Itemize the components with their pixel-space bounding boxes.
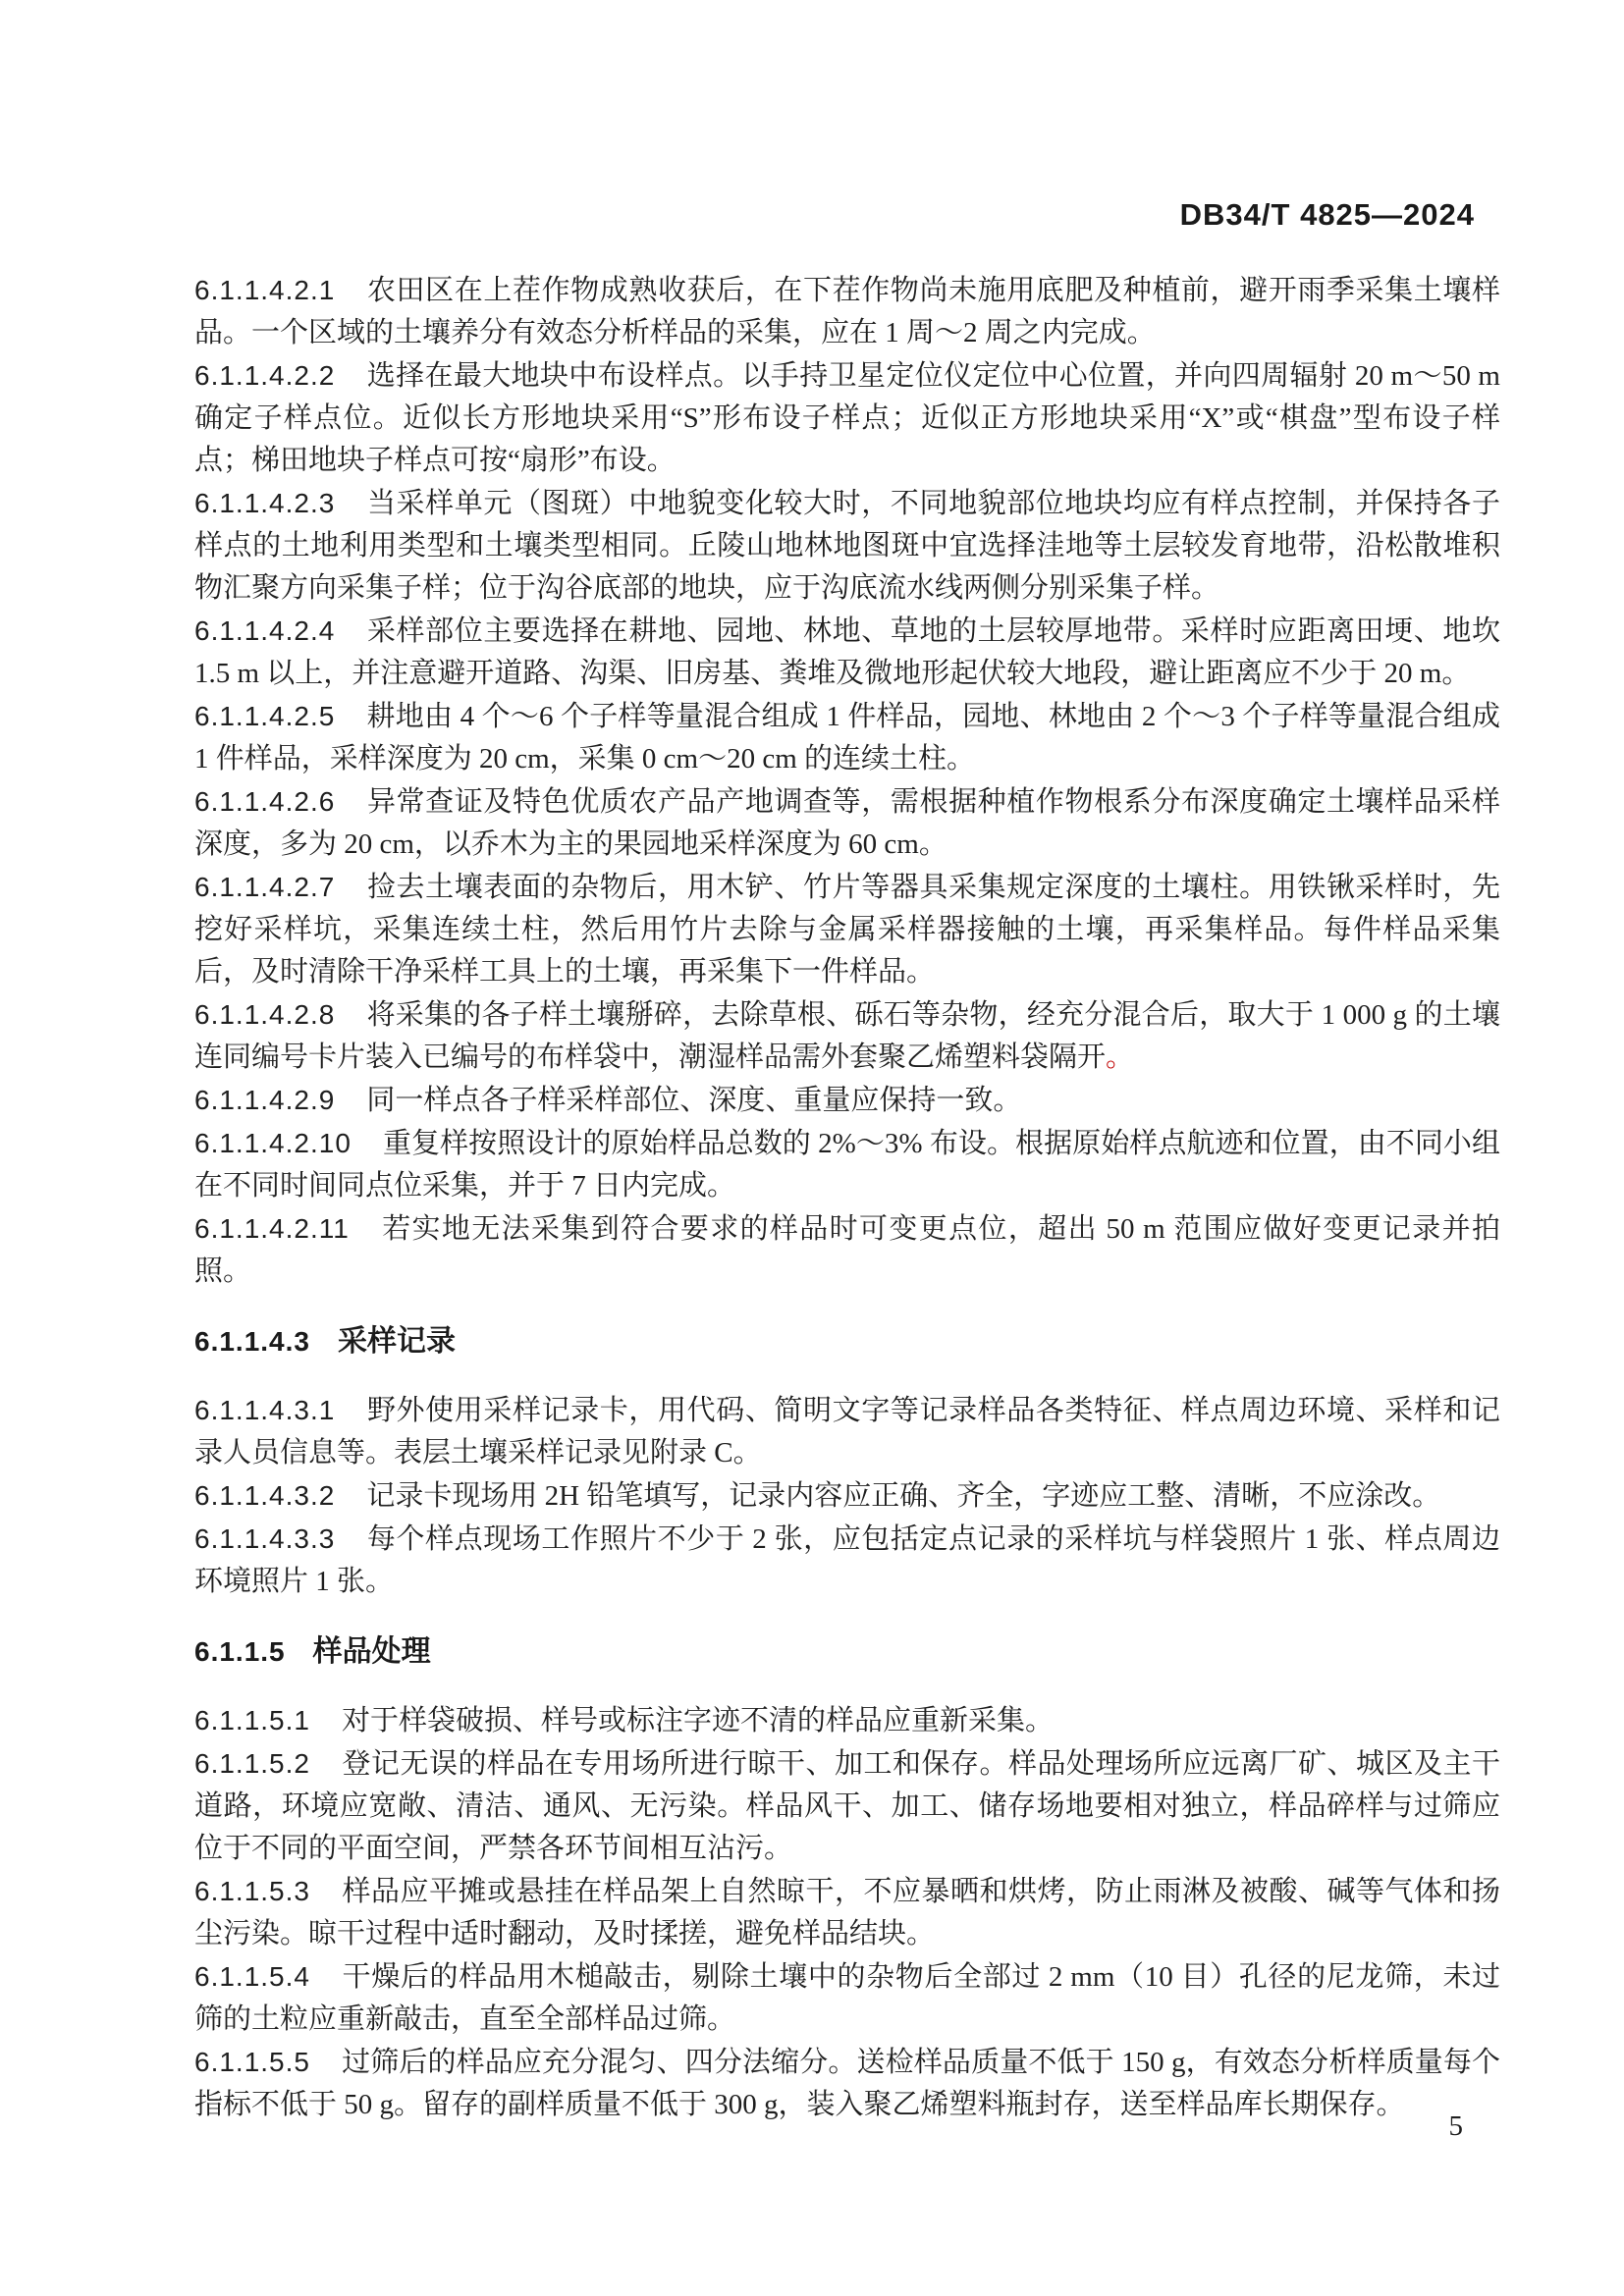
clause-number: 6.1.1.4.2.11: [194, 1213, 350, 1244]
clause-paragraph: [194, 269, 1500, 354]
clause-number: 6.1.1.4.2.5: [194, 701, 336, 731]
clause-text: 若实地无法采集到符合要求的样品时可变更点位，超出 50 m 范围应做好变更记录并拍照。: [194, 1213, 1500, 1287]
clause-number: 6.1.1.4.3.3: [194, 1523, 336, 1554]
clause-paragraph: [194, 1699, 1500, 1742]
clause-text: 将采集的各子样土壤掰碎，去除草根、砾石等杂物，经充分混合后，取大于 1 000 g 的土壤连同编号卡片装入已编号的布样袋中，潮湿样品需外套聚乙烯塑料袋隔开: [194, 999, 1500, 1073]
clause-text: 每个样点现场工作照片不少于 2 张，应包括定点记录的采样坑与样袋照片 1 张、样点周边环境照片 1 张。: [194, 1523, 1500, 1597]
clause-paragraph: [194, 1207, 1500, 1293]
page-number: 5: [1448, 2110, 1463, 2142]
clause-number: 6.1.1.4.2.10: [194, 1128, 352, 1158]
clause-paragraph: [194, 1955, 1500, 2041]
clause-text: 异常查证及特色优质农产品产地调查等，需根据种植作物根系分布深度确定土壤样品采样深度，多为 20 cm，以乔木为主的果园地采样深度为 60 cm。: [194, 786, 1500, 860]
clause-number: 6.1.1.4.3.1: [194, 1395, 336, 1425]
clause-text: 捡去土壤表面的杂物后，用木铲、竹片等器具采集规定深度的土壤柱。用铁锹采样时，先挖好采样坑，采集连续土柱，然后用竹片去除与金属采样器接触的土壤，再采集样品。每件样品采集后，及时清除干净采样工具上的土壤，再采集下一件样品。: [194, 872, 1500, 988]
clause-number: 6.1.1.5.5: [194, 2047, 310, 2077]
section-heading: [194, 1630, 1500, 1673]
clause-number: 6.1.1.5.2: [194, 1748, 310, 1779]
clause-text: 耕地由 4 个～6 个子样等量混合组成 1 件样品，园地、林地由 2 个～3 个子样等量混合组成 1 件样品，采样深度为 20 cm，采集 0 cm～20 cm 的连续土柱。: [194, 701, 1500, 774]
clause-paragraph: [194, 1474, 1500, 1518]
clause-paragraph: [194, 2041, 1500, 2126]
clause-number: 6.1.1.5.1: [194, 1705, 310, 1735]
clause-number: 6.1.1.4.2.2: [194, 360, 336, 391]
heading-number: 6.1.1.5: [194, 1636, 286, 1667]
clause-text: 野外使用采样记录卡，用代码、简明文字等记录样品各类特征、样点周边环境、采样和记录人员信息等。表层土壤采样记录见附录 C。: [194, 1395, 1500, 1468]
clause-text: 同一样点各子样采样部位、深度、重量应保持一致。: [366, 1085, 1022, 1116]
clause-number: 6.1.1.4.2.8: [194, 999, 336, 1030]
clause-number: 6.1.1.4.2.3: [194, 488, 336, 518]
clause-paragraph: [194, 1122, 1500, 1207]
clause-paragraph: [194, 695, 1500, 780]
clause-number: 6.1.1.4.2.9: [194, 1085, 336, 1115]
heading-number: 6.1.1.4.3: [194, 1326, 310, 1357]
clause-number: 6.1.1.4.2.1: [194, 275, 336, 305]
clause-text: 农田区在上茬作物成熟收获后，在下茬作物尚未施用底肥及种植前，避开雨季采集土壤样品。一个区域的土壤养分有效态分析样品的采集，应在 1 周～2 周之内完成。: [194, 275, 1500, 348]
clause-text: 当采样单元（图斑）中地貌变化较大时，不同地貌部位地块均应有样点控制，并保持各子样点的土地利用类型和土壤类型相同。丘陵山地林地图斑中宜选择洼地等土层较发育地带，沿松散堆积物汇聚方向采集子样；位于沟谷底部的地块，应于沟底流水线两侧分别采集子样。: [194, 488, 1500, 604]
clause-number: 6.1.1.5.3: [194, 1876, 310, 1906]
clause-paragraph: [194, 482, 1500, 610]
clause-paragraph: [194, 1079, 1500, 1122]
clause-number: 6.1.1.4.2.7: [194, 872, 336, 902]
standard-code: DB34/T 4825—2024: [1179, 197, 1475, 232]
clause-paragraph: [194, 1518, 1500, 1603]
clause-paragraph: [194, 1870, 1500, 1955]
clause-text: 对于样袋破损、样号或标注字迹不清的样品应重新采集。: [341, 1705, 1054, 1736]
clause-text: 过筛后的样品应充分混匀、四分法缩分。送检样品质量不低于 150 g，有效态分析样质量每个指标不低于 50 g。留存的副样质量不低于 300 g，装入聚乙烯塑料瓶封存，送至样品库长期保存。: [194, 2047, 1500, 2120]
clause-number: 6.1.1.4.2.4: [194, 615, 336, 646]
clause-text: 采样部位主要选择在耕地、园地、林地、草地的土层较厚地带。采样时应距离田埂、地坎 1.5 m 以上，并注意避开道路、沟渠、旧房基、粪堆及微地形起伏较大地段，避让距离应不少于 20 m。: [194, 615, 1500, 689]
clause-paragraph: [194, 354, 1500, 482]
clause-text: 记录卡现场用 2H 铅笔填写，记录内容应正确、齐全，字迹应工整、清晰，不应涂改。: [366, 1480, 1441, 1512]
clause-paragraph: [194, 866, 1500, 993]
clause-paragraph: [194, 993, 1500, 1079]
clause-paragraph: [194, 1742, 1500, 1870]
clause-text: 重复样按照设计的原始样品总数的 2%～3% 布设。根据原始样点航迹和位置，由不同小组在不同时间同点位采集，并于 7 日内完成。: [194, 1128, 1500, 1201]
document-body: [194, 269, 1500, 2126]
clause-number: 6.1.1.4.2.6: [194, 786, 336, 817]
clause-text: 样品应平摊或悬挂在样品架上自然晾干，不应暴晒和烘烤，防止雨淋及被酸、碱等气体和扬尘污染。晾干过程中适时翻动，及时揉搓，避免样品结块。: [194, 1876, 1500, 1949]
heading-title: 采样记录: [337, 1325, 456, 1358]
clause-text: 登记无误的样品在专用场所进行晾干、加工和保存。样品处理场所应远离厂矿、城区及主干道路，环境应宽敞、清洁、通风、无污染。样品风干、加工、储存场地要相对独立，样品碎样与过筛应位于不同的平面空间，严禁各环节间相互沾污。: [194, 1748, 1500, 1864]
section-heading: [194, 1320, 1500, 1362]
red-period: 。: [1106, 1041, 1135, 1073]
clause-paragraph: [194, 1389, 1500, 1474]
clause-text: 选择在最大地块中布设样点。以手持卫星定位仪定位中心位置，并向四周辐射 20 m～50 m 确定子样点位。近似长方形地块采用“S”形布设子样点；近似正方形地块采用“X”或“棋盘”型布设子样点；梯田地块子样点可按“扇形”布设。: [194, 360, 1500, 476]
clause-paragraph: [194, 610, 1500, 695]
clause-text: 干燥后的样品用木槌敲击，剔除土壤中的杂物后全部过 2 mm（10 目）孔径的尼龙筛，未过筛的土粒应重新敲击，直至全部样品过筛。: [194, 1961, 1500, 2035]
heading-title: 样品处理: [312, 1635, 431, 1668]
clause-paragraph: [194, 780, 1500, 866]
clause-number: 6.1.1.5.4: [194, 1961, 310, 1992]
clause-number: 6.1.1.4.3.2: [194, 1480, 336, 1511]
